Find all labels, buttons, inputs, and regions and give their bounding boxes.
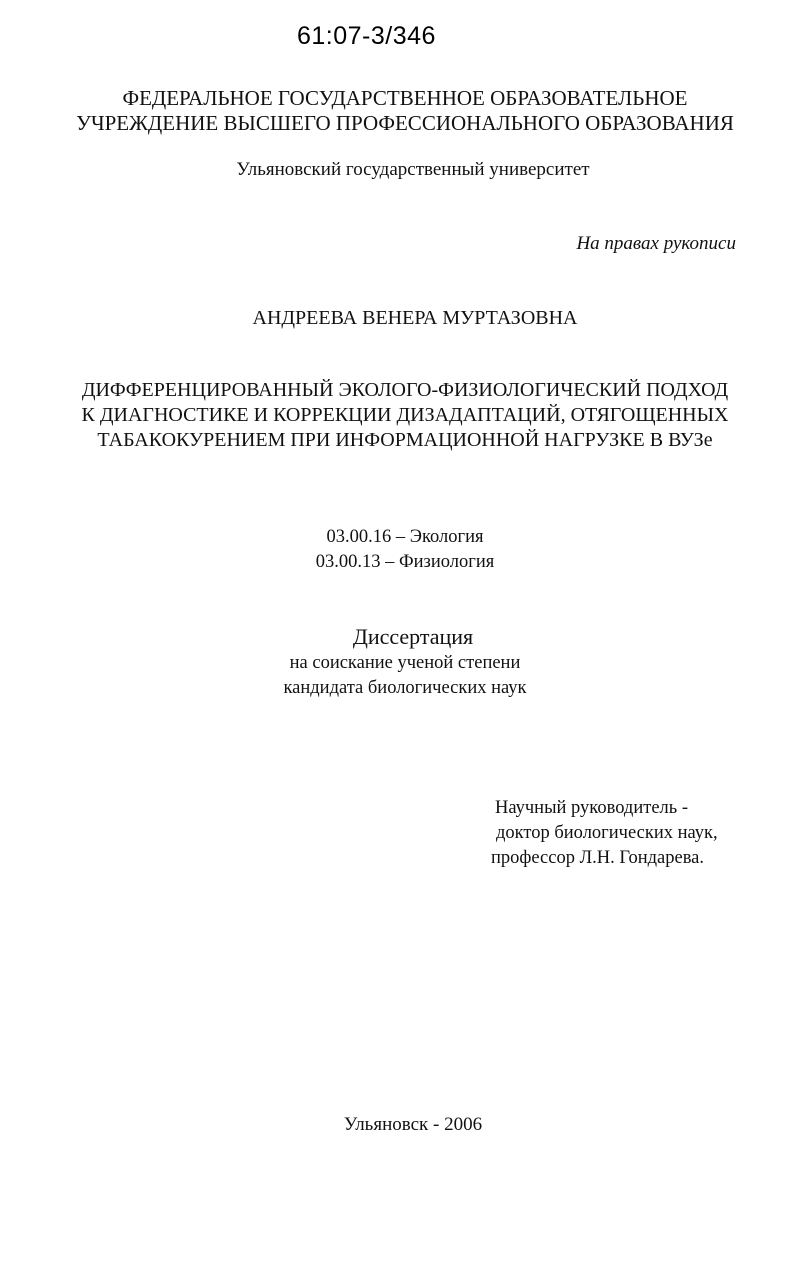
title-line-2: К ДИАГНОСТИКЕ И КОРРЕКЦИИ ДИЗАДАПТАЦИЙ, ОТЯГОЩЕННЫХ (81, 404, 729, 426)
degree-statement (0, 651, 794, 701)
supervisor-role: Научный руководитель - (495, 798, 688, 818)
title-line-1: ДИФФЕРЕНЦИРОВАННЫЙ ЭКОЛОГО-ФИЗИОЛОГИЧЕСКИЙ ПОДХОД (81, 379, 729, 401)
degree-line-2: кандидата биологических наук (283, 678, 527, 698)
document-type: Диссертация (352, 624, 474, 649)
university-name: Ульяновский государственный университет (236, 159, 590, 180)
specialty-physiology: 03.00.13 – Физиология (315, 552, 495, 572)
specialty-ecology: 03.00.16 – Экология (326, 527, 484, 547)
title-line-3: ТАБАКОКУРЕНИЕМ ПРИ ИНФОРМАЦИОННОЙ НАГРУЗКЕ В ВУЗе (97, 429, 713, 451)
organization-header (0, 86, 794, 136)
manuscript-rights-note: На правах рукописи (576, 233, 736, 254)
dissertation-title (0, 378, 794, 453)
supervisor-name: профессор Л.Н. Гондарева. (491, 848, 705, 868)
city-and-year: Ульяновск - 2006 (343, 1114, 483, 1135)
author-name: АНДРЕЕВА ВЕНЕРА МУРТАЗОВНА (252, 307, 578, 329)
specialty-codes (0, 525, 794, 575)
degree-line-1: на соискание ученой степени (289, 653, 521, 673)
organization-line-1: ФЕДЕРАЛЬНОЕ ГОСУДАРСТВЕННОЕ ОБРАЗОВАТЕЛЬНОЕ (122, 86, 688, 110)
supervisor-degree: доктор биологических наук, (496, 823, 718, 843)
supervisor-info (491, 796, 718, 871)
archive-stamp: 61:07-3/346 (297, 22, 436, 50)
organization-line-2: УЧРЕЖДЕНИЕ ВЫСШЕГО ПРОФЕССИОНАЛЬНОГО ОБРАЗОВАНИЯ (76, 111, 734, 135)
